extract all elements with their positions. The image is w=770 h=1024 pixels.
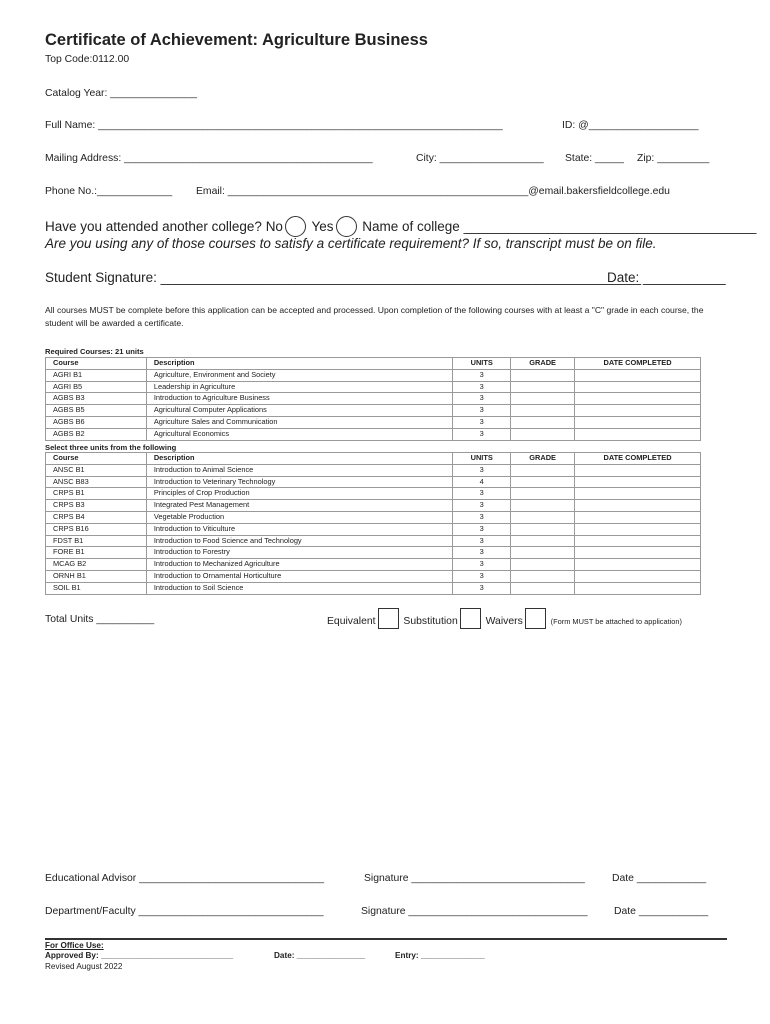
grade-cell[interactable] (511, 369, 575, 381)
date-completed-cell[interactable] (575, 547, 701, 559)
date-completed-cell[interactable] (575, 500, 701, 512)
units-cell: 3 (453, 582, 511, 594)
grade-cell[interactable] (511, 405, 575, 417)
units-cell: 3 (453, 570, 511, 582)
grade-cell[interactable] (511, 523, 575, 535)
substitution-checkbox[interactable] (460, 608, 481, 629)
department-field[interactable]: Department/Faculty ________________________________ (45, 906, 324, 917)
grade-cell[interactable] (511, 393, 575, 405)
description-cell: Integrated Pest Management (146, 500, 452, 512)
units-cell: 3 (453, 381, 511, 393)
waivers-checkbox[interactable] (525, 608, 546, 629)
office-divider (45, 938, 727, 940)
catalog-year-field[interactable]: Catalog Year: _______________ (45, 88, 197, 99)
table-row (46, 405, 701, 417)
course-header: Course (46, 453, 147, 465)
using-courses-question: Are you using any of those courses to satisfy a certificate requirement? If so, transcript must be on file. (45, 236, 657, 251)
options-row (327, 608, 682, 629)
units-cell: 3 (453, 559, 511, 571)
yes-radio[interactable] (336, 216, 357, 237)
course-header: Course (46, 358, 147, 370)
student-signature-field[interactable]: Student Signature: ________________________________________________________________ (45, 270, 642, 285)
grade-cell[interactable] (511, 416, 575, 428)
no-radio[interactable] (285, 216, 306, 237)
course-cell: SOIL B1 (46, 582, 147, 594)
grade-cell[interactable] (511, 428, 575, 440)
date-completed-cell[interactable] (575, 416, 701, 428)
date-completed-cell[interactable] (575, 559, 701, 571)
elective-courses-title: Select three units from the following (45, 443, 177, 452)
description-cell: Agriculture Sales and Communication (146, 416, 452, 428)
units-cell: 3 (453, 369, 511, 381)
date-completed-cell[interactable] (575, 393, 701, 405)
form-note: (Form MUST be attached to application) (550, 617, 682, 626)
table-row (46, 570, 701, 582)
grade-cell[interactable] (511, 476, 575, 488)
grade-cell[interactable] (511, 381, 575, 393)
advisor-date-field[interactable]: Date ____________ (612, 873, 707, 884)
advisor-signature-field[interactable]: Signature ______________________________ (364, 873, 585, 884)
description-cell: Introduction to Forestry (146, 547, 452, 559)
grade-cell[interactable] (511, 535, 575, 547)
required-courses-table (45, 357, 701, 441)
date-completed-cell[interactable] (575, 511, 701, 523)
grade-cell[interactable] (511, 500, 575, 512)
course-cell: CRPS B16 (46, 523, 147, 535)
mailing-address-field[interactable]: Mailing Address: ___________________________________________ (45, 153, 373, 164)
table-row (46, 559, 701, 571)
course-cell: CRPS B1 (46, 488, 147, 500)
date-completed-cell[interactable] (575, 582, 701, 594)
city-field[interactable]: City: __________________ (416, 153, 544, 164)
date-completed-cell[interactable] (575, 523, 701, 535)
date-completed-cell[interactable] (575, 464, 701, 476)
units-cell: 4 (453, 476, 511, 488)
units-cell: 3 (453, 405, 511, 417)
grade-cell[interactable] (511, 464, 575, 476)
units-cell: 3 (453, 416, 511, 428)
description-header: Description (146, 358, 452, 370)
grade-cell[interactable] (511, 488, 575, 500)
date-completed-cell[interactable] (575, 488, 701, 500)
table-row (46, 535, 701, 547)
course-cell: ORNH B1 (46, 570, 147, 582)
no-label: No (265, 219, 283, 234)
top-code: Top Code:0112.00 (45, 54, 130, 65)
department-date-field[interactable]: Date ____________ (614, 906, 709, 917)
date-completed-header: DATE COMPLETED (575, 358, 701, 370)
description-cell: Agricultural Economics (146, 428, 452, 440)
college-name-field[interactable]: Name of college _______________________________________ (362, 219, 757, 234)
date-completed-cell[interactable] (575, 405, 701, 417)
id-field[interactable]: ID: @___________________ (562, 120, 699, 131)
grade-header: GRADE (511, 358, 575, 370)
course-cell: AGRI B1 (46, 369, 147, 381)
units-cell: 3 (453, 464, 511, 476)
table-row (46, 476, 701, 488)
description-header: Description (146, 453, 452, 465)
units-cell: 3 (453, 500, 511, 512)
table-row (46, 464, 701, 476)
table-row (46, 428, 701, 440)
completion-notice: All courses MUST be complete before this application can be accepted and processed. Upon completion of the following courses with at least a "C" grade in each course, the student will be awarded a certificate. (45, 305, 704, 328)
units-cell: 3 (453, 547, 511, 559)
grade-cell[interactable] (511, 582, 575, 594)
table-row (46, 369, 701, 381)
waivers-label: Waivers (485, 616, 523, 627)
description-cell: Agricultural Computer Applications (146, 405, 452, 417)
approved-by-field[interactable]: Approved By: _____________________________ (45, 951, 234, 960)
table-row (46, 381, 701, 393)
grade-cell[interactable] (511, 547, 575, 559)
table-row (46, 582, 701, 594)
description-cell: Introduction to Mechanized Agriculture (146, 559, 452, 571)
total-units-field[interactable]: Total Units __________ (45, 614, 155, 625)
course-cell: FDST B1 (46, 535, 147, 547)
date-completed-cell[interactable] (575, 428, 701, 440)
units-cell: 3 (453, 523, 511, 535)
description-cell: Vegetable Production (146, 511, 452, 523)
units-cell: 3 (453, 393, 511, 405)
course-cell: AGBS B2 (46, 428, 147, 440)
equivalent-checkbox[interactable] (378, 608, 399, 629)
description-cell: Leadership in Agriculture (146, 381, 452, 393)
phone-field[interactable]: Phone No.:_____________ (45, 186, 173, 197)
description-cell: Introduction to Animal Science (146, 464, 452, 476)
revised-date: Revised August 2022 (45, 962, 123, 971)
table-row (46, 416, 701, 428)
units-header: UNITS (453, 358, 511, 370)
course-cell: AGBS B6 (46, 416, 147, 428)
course-cell: CRPS B4 (46, 511, 147, 523)
table-header-row (46, 453, 701, 465)
table-header-row (46, 358, 701, 370)
full-name-field[interactable]: Full Name: ______________________________________________________________________ (45, 120, 503, 131)
grade-cell[interactable] (511, 559, 575, 571)
office-use-heading: For Office Use: (45, 941, 104, 950)
grade-cell[interactable] (511, 570, 575, 582)
entry-field[interactable]: Entry: ______________ (395, 951, 485, 960)
department-signature-field[interactable]: Signature _______________________________ (361, 906, 588, 917)
date-completed-cell[interactable] (575, 535, 701, 547)
units-cell: 3 (453, 488, 511, 500)
equivalent-label: Equivalent (327, 616, 376, 627)
attended-question: Have you attended another college? (45, 219, 262, 234)
units-cell: 3 (453, 535, 511, 547)
table-row (46, 393, 701, 405)
attended-college-row (45, 216, 756, 237)
course-cell: CRPS B3 (46, 500, 147, 512)
table-row (46, 511, 701, 523)
units-cell: 3 (453, 511, 511, 523)
date-completed-header: DATE COMPLETED (575, 453, 701, 465)
grade-cell[interactable] (511, 511, 575, 523)
office-date-field[interactable]: Date: _______________ (274, 951, 366, 960)
description-cell: Introduction to Food Science and Technology (146, 535, 452, 547)
course-cell: ANSC B1 (46, 464, 147, 476)
table-row (46, 547, 701, 559)
date-completed-cell[interactable] (575, 381, 701, 393)
zip-field[interactable]: Zip: _________ (637, 153, 710, 164)
table-row (46, 523, 701, 535)
course-cell: ANSC B83 (46, 476, 147, 488)
date-completed-cell[interactable] (575, 570, 701, 582)
yes-label: Yes (311, 219, 334, 234)
elective-courses-table (45, 452, 701, 595)
email-field[interactable]: Email: ____________________________________________________@email.bakersfieldcollege.edu (196, 186, 670, 197)
course-cell: AGBS B5 (46, 405, 147, 417)
table-row (46, 500, 701, 512)
course-cell: AGRI B5 (46, 381, 147, 393)
table-row (46, 488, 701, 500)
description-cell: Introduction to Agriculture Business (146, 393, 452, 405)
description-cell: Introduction to Viticulture (146, 523, 452, 535)
grade-header: GRADE (511, 453, 575, 465)
description-cell: Agriculture, Environment and Society (146, 369, 452, 381)
date-completed-cell[interactable] (575, 369, 701, 381)
course-cell: MCAG B2 (46, 559, 147, 571)
state-field[interactable]: State: _____ (565, 153, 624, 164)
description-cell: Introduction to Soil Science (146, 582, 452, 594)
required-courses-title: Required Courses: 21 units (45, 347, 144, 356)
date-completed-cell[interactable] (575, 476, 701, 488)
course-cell: FORE B1 (46, 547, 147, 559)
page-title: Certificate of Achievement: Agriculture Business (45, 31, 428, 49)
description-cell: Introduction to Veterinary Technology (146, 476, 452, 488)
description-cell: Introduction to Ornamental Horticulture (146, 570, 452, 582)
units-header: UNITS (453, 453, 511, 465)
description-cell: Principles of Crop Production (146, 488, 452, 500)
student-date-field[interactable]: Date: ___________ (607, 270, 726, 285)
course-cell: AGBS B3 (46, 393, 147, 405)
substitution-label: Substitution (403, 616, 458, 627)
units-cell: 3 (453, 428, 511, 440)
advisor-field[interactable]: Educational Advisor ________________________________ (45, 873, 325, 884)
